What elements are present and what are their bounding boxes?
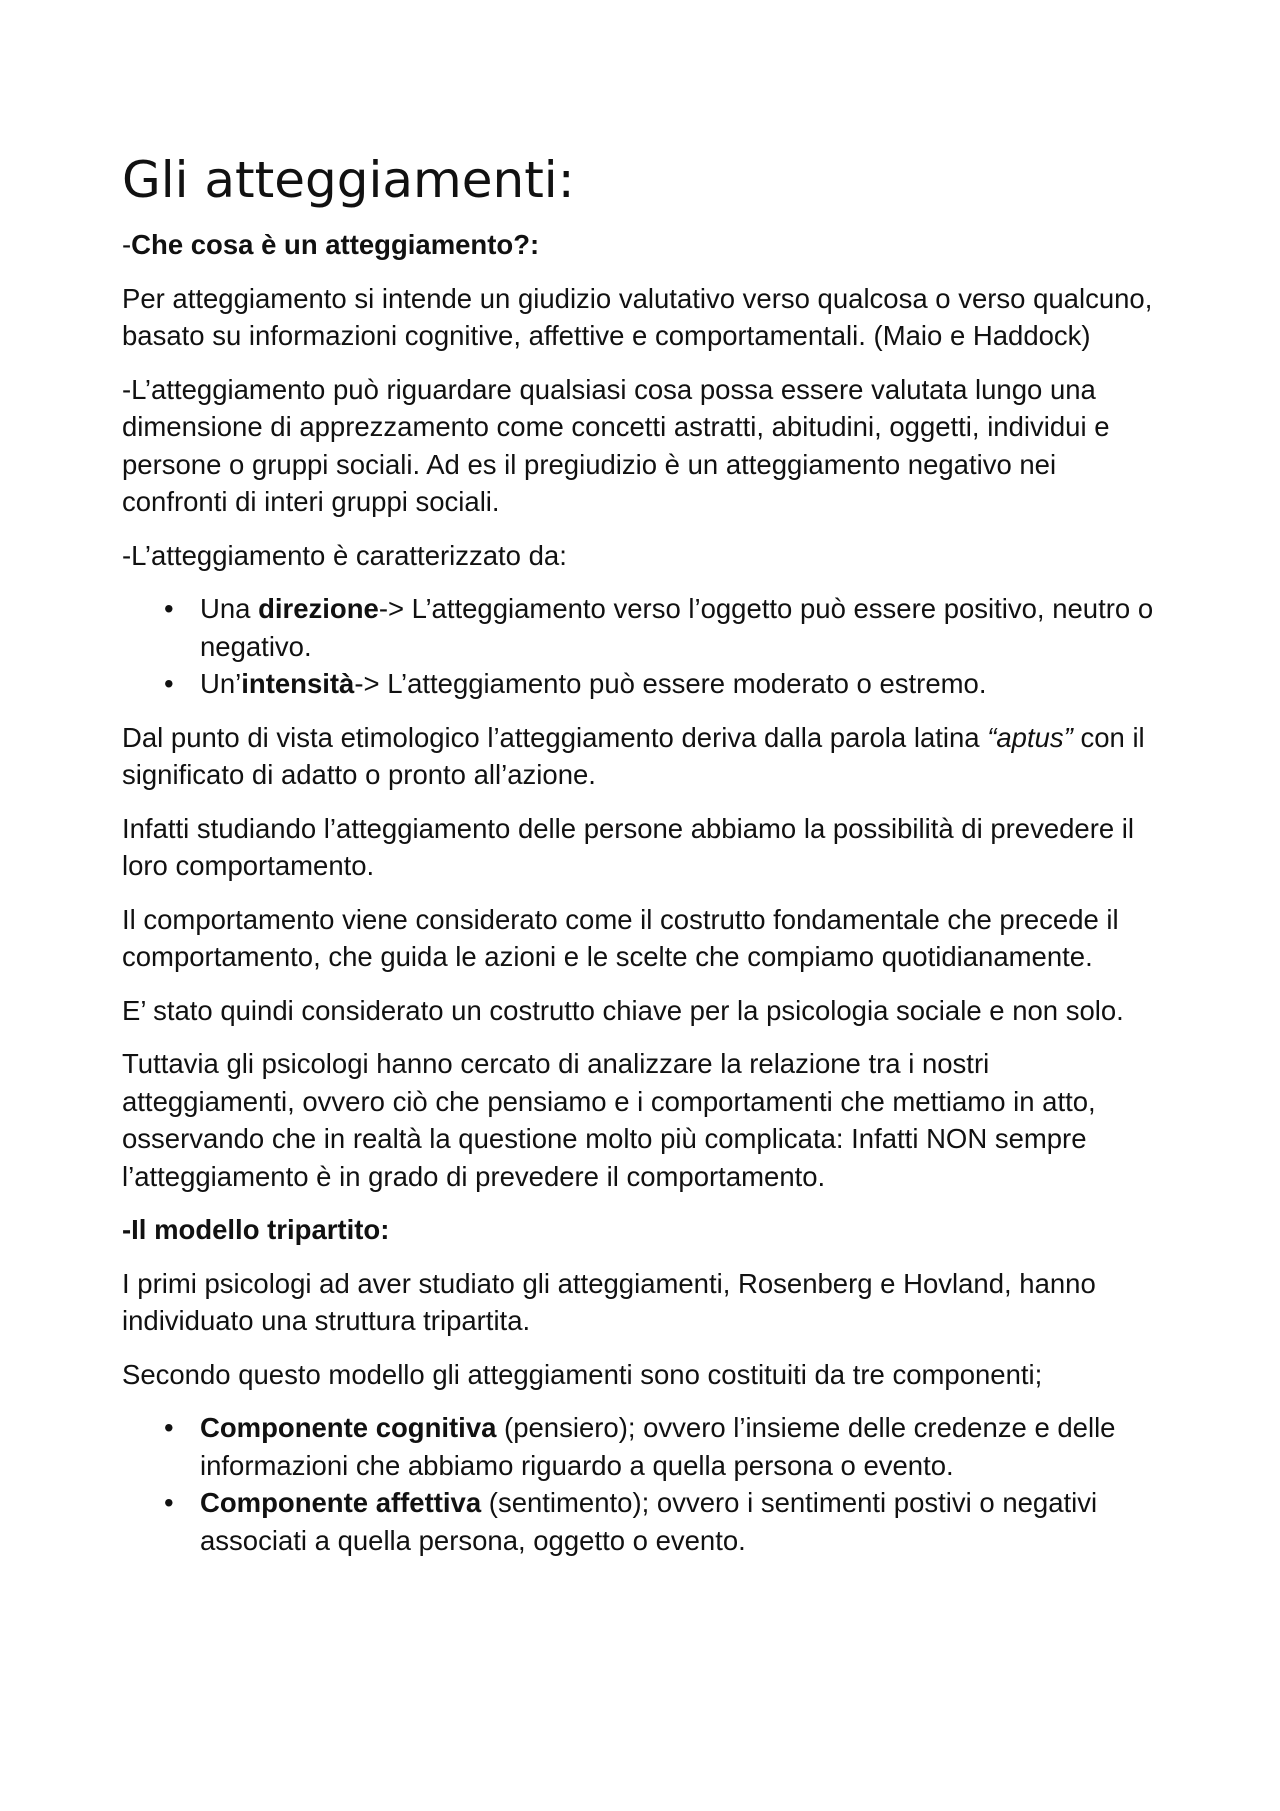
document-page	[122, 150, 1167, 1575]
paragraph-scope: -L’atteggiamento può riguardare qualsiasi cosa possa essere valutata lungo una dimensione di apprezzamento come concetti astratti, abitudini, oggetti, individui e persone o gruppi sociali. Ad es il pregiudizio è un atteggiamento negativo nei confronti di interi gruppi sociali.	[122, 373, 1110, 517]
paragraph-components-intro: Secondo questo modello gli atteggiamenti sono costituiti da tre componenti;	[122, 1358, 1043, 1390]
paragraph-etymology	[122, 719, 1167, 794]
section-heading-tripartite	[122, 1211, 1167, 1249]
etymology-pre: Dal punto di vista etimologico l’atteggiamento deriva dalla parola latina	[122, 721, 988, 753]
list-item-rest: -> L’atteggiamento può essere moderato o estremo.	[354, 668, 987, 699]
paragraph-characterized: -L’atteggiamento è caratterizzato da:	[122, 539, 567, 571]
paragraph-key-construct: E’ stato quindi considerato un costrutto chiave per la psicologia sociale e non solo.	[122, 994, 1124, 1026]
list-item-pre: Un’	[200, 668, 242, 699]
list-item	[122, 1409, 1167, 1484]
list-item-bold: Componente cognitiva	[200, 1412, 497, 1443]
list-item-rest: (sentimento); ovvero i sentimenti postivi o negativi associati a quella persona, oggetto o evento.	[200, 1487, 1098, 1556]
bullet-list-components	[122, 1409, 1167, 1559]
bullet-icon: •	[164, 593, 174, 624]
bullet-icon: •	[164, 1412, 174, 1443]
list-item	[122, 1484, 1167, 1559]
list-item-bold: Componente affettiva	[200, 1487, 482, 1518]
heading-text: Che cosa è un atteggiamento?:	[131, 229, 540, 260]
paragraph-relation: Tuttavia gli psicologi hanno cercato di analizzare la relazione tra i nostri atteggiamenti, ovvero ciò che pensiamo e i comportamenti che mettiamo in atto, osservando che in realtà la questione molto più complicata: Infatti NON sempre l’atteggiamento è in grado di prevedere il comportamento.	[122, 1048, 1096, 1192]
list-item	[122, 590, 1167, 665]
bullet-list-characteristics	[122, 590, 1167, 703]
list-item-bold: intensità	[241, 668, 355, 699]
paragraph-behavior: Il comportamento viene considerato come il costrutto fondamentale che precede il comportamento, che guida le azioni e le scelte che compiamo quotidianamente.	[122, 903, 1119, 972]
paragraph-definition: Per atteggiamento si intende un giudizio valutativo verso qualcosa o verso qualcuno, basato su informazioni cognitive, affettive e comportamentali. (Maio e Haddock)	[122, 282, 1153, 351]
page-title: Gli atteggiamenti:	[122, 151, 575, 209]
list-item-rest: -> L’atteggiamento verso l’oggetto può essere positivo, neutro o negativo.	[200, 593, 1154, 662]
etymology-italic: “aptus”	[987, 721, 1073, 753]
paragraph-first-psychologists: I primi psicologi ad aver studiato gli atteggiamenti, Rosenberg e Hovland, hanno individuato una struttura tripartita.	[122, 1267, 1096, 1336]
section-heading-what-is	[122, 226, 1167, 264]
bullet-icon: •	[164, 668, 174, 699]
heading-prefix: -	[122, 229, 132, 260]
paragraph-prediction: Infatti studiando l’atteggiamento delle persone abbiamo la possibilità di prevedere il loro comportamento.	[122, 812, 1135, 881]
list-item	[122, 665, 1167, 703]
list-item-pre: Una	[200, 593, 259, 624]
list-item-bold: direzione	[258, 593, 379, 624]
list-item-rest: (pensiero); ovvero l’insieme delle credenze e delle informazioni che abbiamo riguardo a quella persona o evento.	[200, 1412, 1116, 1481]
etymology-rest: con il significato di adatto o pronto all’azione.	[122, 721, 1145, 790]
bullet-icon: •	[164, 1487, 174, 1518]
heading-text: -Il modello tripartito:	[122, 1214, 390, 1245]
